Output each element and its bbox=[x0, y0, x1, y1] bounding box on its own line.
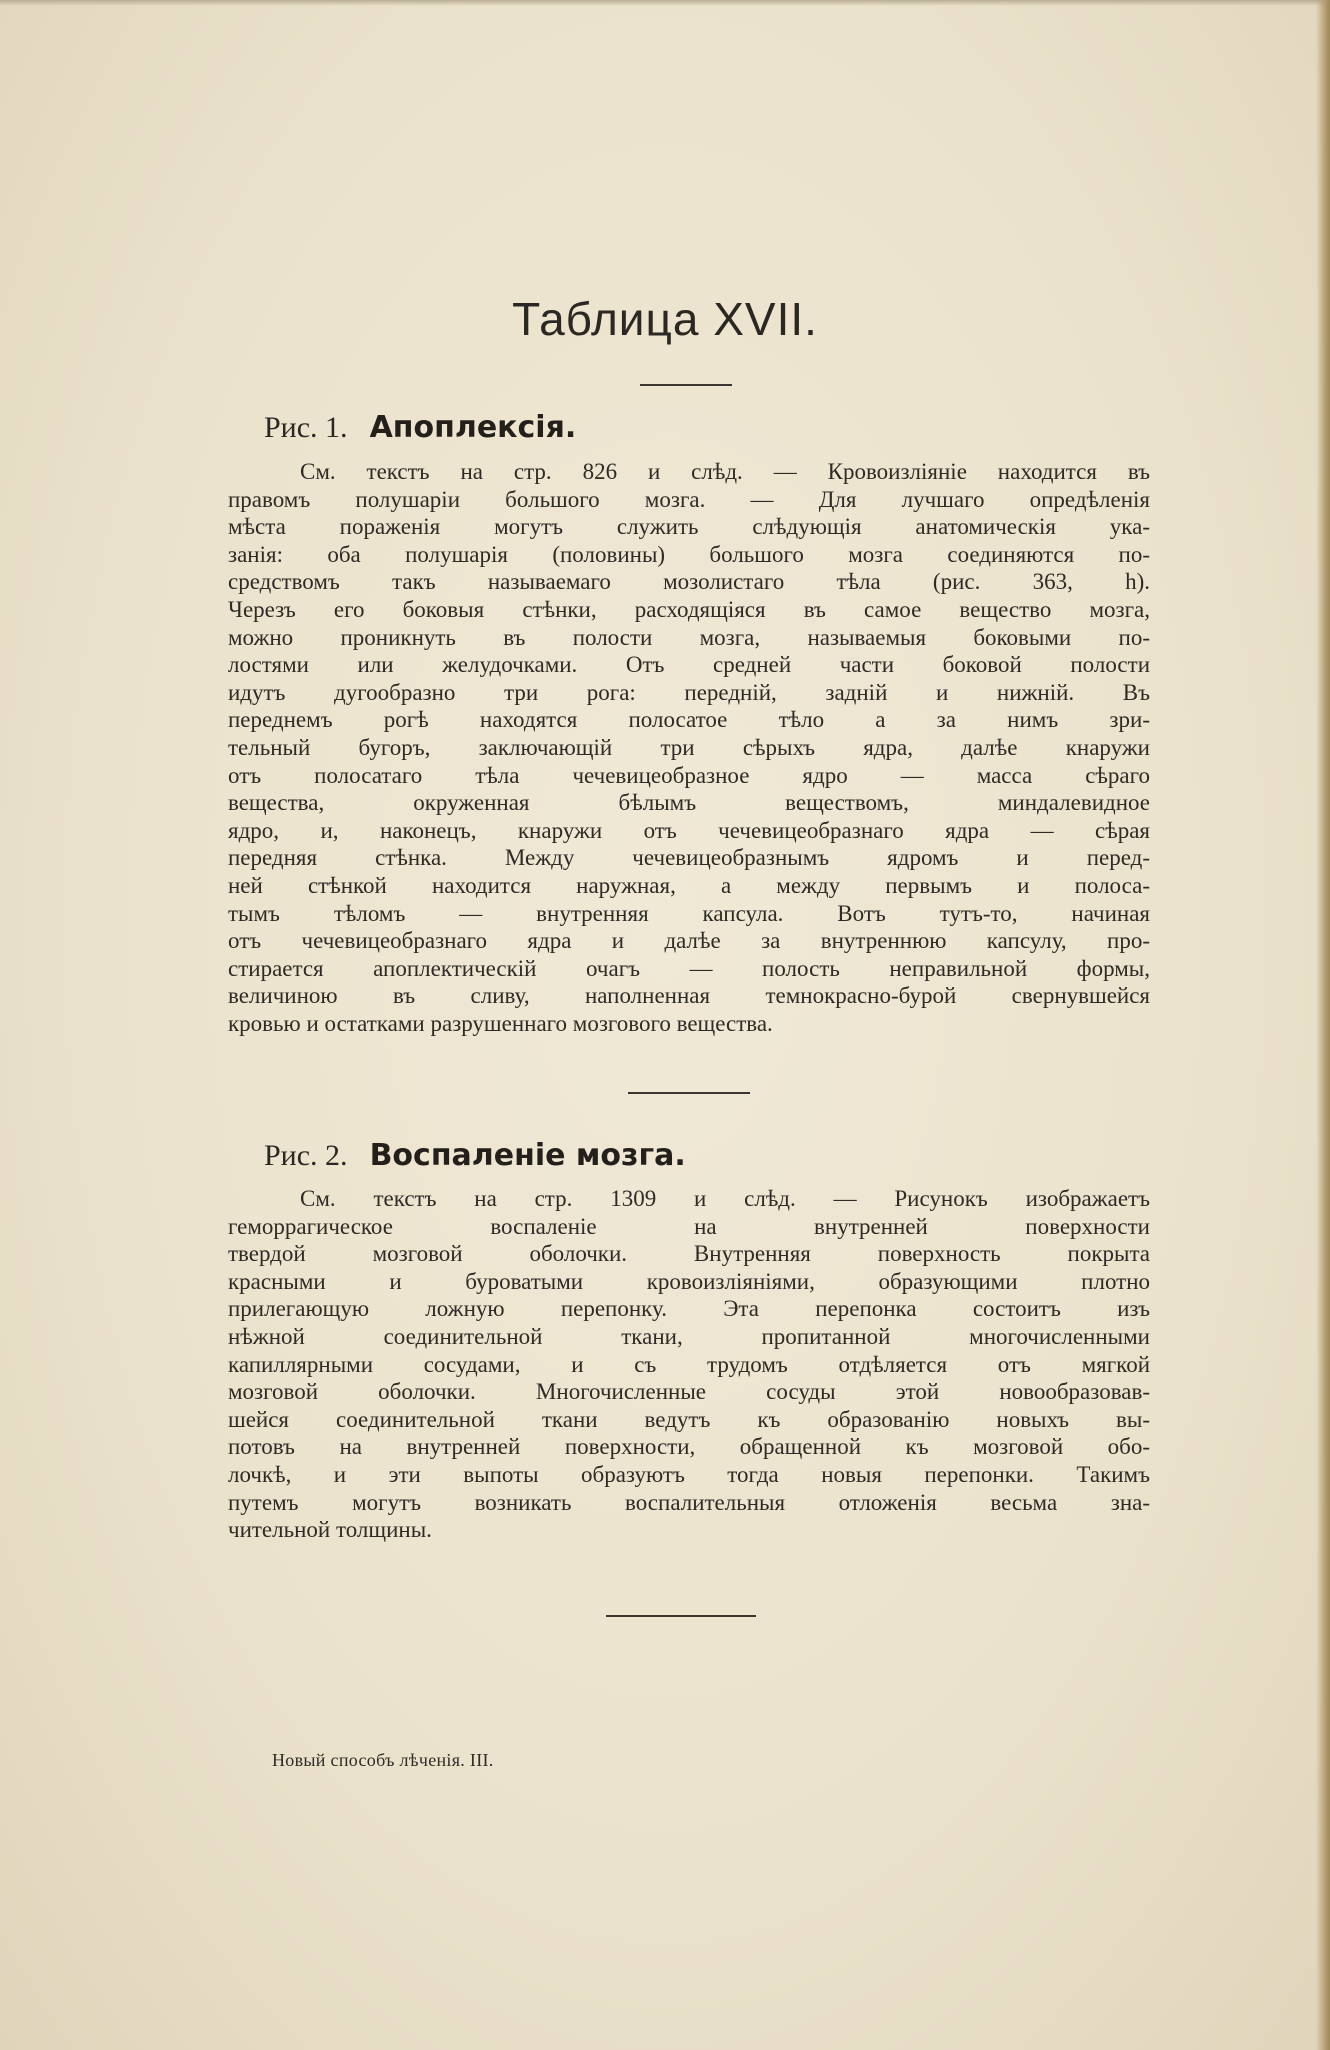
text-line: твердой мозговой оболочки. Внутренняя поверхность покрыта bbox=[228, 1241, 1150, 1267]
text-line: мѣста пораженія могутъ служить слѣдующія анатомическія ука- bbox=[228, 514, 1150, 540]
text-line: средствомъ такъ называемаго мозолистаго тѣла (рис. 363, h). bbox=[228, 569, 1150, 595]
text-line: правомъ полушаріи большого мозга. — Для лучшаго опредѣленія bbox=[228, 486, 1150, 512]
figure-2-number: Рис. 2. bbox=[264, 1139, 348, 1172]
figure-1-text bbox=[228, 458, 1150, 1037]
text-line: отъ полосатаго тѣла чечевицеобразное ядро — масса сѣраго bbox=[228, 762, 1150, 788]
end-divider bbox=[606, 1615, 756, 1617]
figure-1-title: Апоплексія. bbox=[369, 410, 577, 445]
figure-2-text bbox=[228, 1185, 1150, 1544]
text-line: величиною въ сливу, наполненная темнокрасно-бурой свернувшейся bbox=[228, 983, 1150, 1009]
text-line: тельный бугоръ, заключающій три сѣрыхъ ядра, далѣе кнаружи bbox=[228, 734, 1150, 760]
text-line: передняя стѣнка. Между чечевицеобразнымъ ядромъ и перед- bbox=[228, 845, 1150, 871]
text-line: чительной толщины. bbox=[228, 1517, 432, 1543]
title-divider bbox=[640, 384, 732, 386]
page-title: Таблица XVII. bbox=[512, 293, 818, 345]
text-line: потовъ на внутренней поверхности, обращенной къ мозговой обо- bbox=[228, 1434, 1150, 1460]
figure-2-title: Воспаленіе мозга. bbox=[369, 1138, 686, 1173]
text-line: шейся соединительной ткани ведутъ къ образованію новыхъ вы- bbox=[228, 1406, 1150, 1432]
text-line: стирается апоплектическій очагъ — полость неправильной формы, bbox=[228, 955, 1150, 981]
text-line: путемъ могутъ возникать воспалительныя отложенія весьма зна- bbox=[228, 1489, 1150, 1515]
text-line: нѣжной соединительной ткани, пропитанной многочисленными bbox=[228, 1323, 1150, 1349]
page-footer: Новый способъ лѣченія. III. bbox=[272, 1750, 494, 1770]
text-line: прилегающую ложную перепонку. Эта перепонка состоитъ изъ bbox=[228, 1296, 1150, 1322]
figure-1-heading bbox=[264, 410, 576, 445]
text-line: См. текстъ на стр. 1309 и слѣд. — Рисунокъ изображаетъ bbox=[300, 1186, 1150, 1211]
text-line: геморрагическое воспаленіе на внутренней поверхности bbox=[228, 1213, 1150, 1239]
text-line: ней стѣнкой находится наружная, а между первымъ и полоса- bbox=[228, 872, 1150, 898]
text-line: занія: оба полушарія (половины) большого мозга соединяются по- bbox=[228, 541, 1150, 567]
text-line: Черезъ его боковыя стѣнки, расходящіяся въ самое вещество мозга, bbox=[228, 596, 1150, 622]
text-line: мозговой оболочки. Многочисленные сосуды этой новообразовав- bbox=[228, 1379, 1150, 1405]
text-line: вещества, окруженная бѣлымъ веществомъ, миндалевидное bbox=[228, 790, 1150, 816]
text-line: ядро, и, наконецъ, кнаружи отъ чечевицеобразнаго ядра — сѣрая bbox=[228, 817, 1150, 843]
text-line: можно проникнуть въ полости мозга, называемыя боковыми по- bbox=[228, 624, 1150, 650]
text-line: тымъ тѣломъ — внутренняя капсула. Вотъ тутъ-то, начиная bbox=[228, 900, 1150, 926]
text-line: капиллярными сосудами, и съ трудомъ отдѣляется отъ мягкой bbox=[228, 1351, 1150, 1377]
text-line: переднемъ рогѣ находятся полосатое тѣло а за нимъ зри- bbox=[228, 707, 1150, 733]
figure-1-number: Рис. 1. bbox=[264, 411, 348, 444]
text-line: лостями или желудочками. Отъ средней части боковой полости bbox=[228, 652, 1150, 678]
text-line: идутъ дугообразно три рога: передній, задній и нижній. Въ bbox=[228, 679, 1150, 705]
text-line: См. текстъ на стр. 826 и слѣд. — Кровоизліяніе находится въ bbox=[300, 459, 1150, 484]
text-line: красными и буроватыми кровоизліяніями, образующими плотно bbox=[228, 1268, 1150, 1294]
text-line: кровью и остатками разрушеннаго мозгового вещества. bbox=[228, 1010, 773, 1036]
figure-2-heading bbox=[264, 1138, 686, 1173]
text-line: лочкѣ, и эти выпоты образуютъ тогда новыя перепонки. Такимъ bbox=[228, 1461, 1150, 1487]
section-divider bbox=[628, 1092, 750, 1094]
page-top-shadow bbox=[0, 0, 1330, 6]
text-line: отъ чечевицеобразнаго ядра и далѣе за внутреннюю капсулу, про- bbox=[228, 928, 1150, 954]
